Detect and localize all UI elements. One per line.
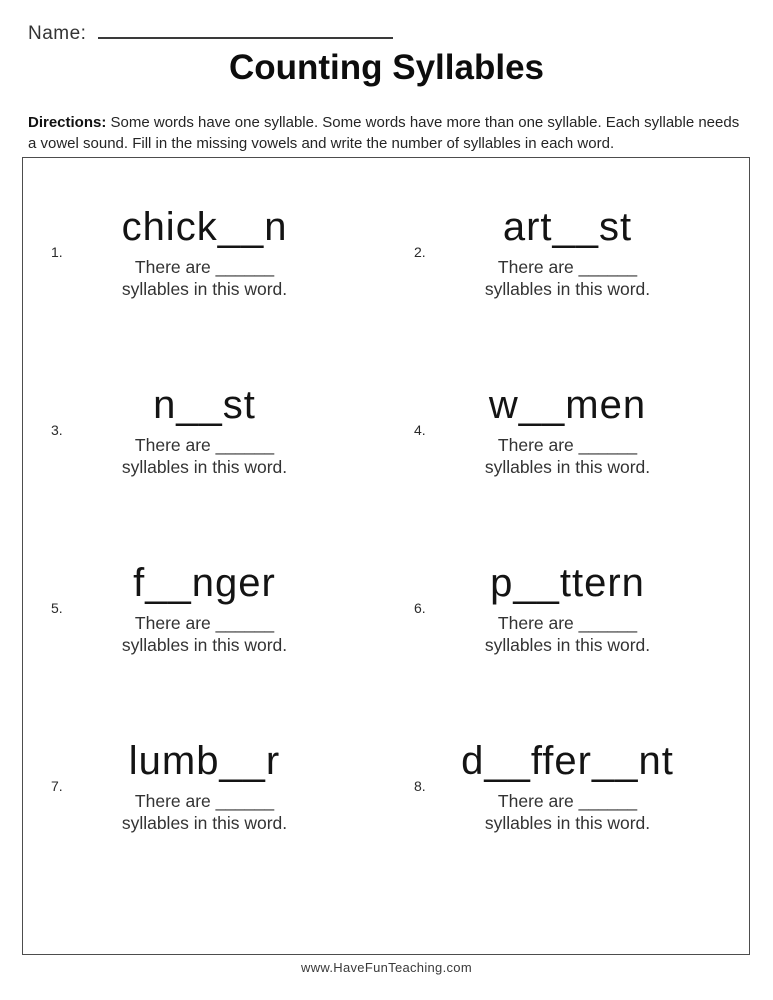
problem-word: f__nger [133,561,276,605]
page-title: Counting Syllables [228,48,545,87]
problem-number: 6. [414,600,426,616]
problem-number: 7. [51,778,63,794]
problem-number: 1. [51,244,63,260]
problem-number: 3. [51,422,63,438]
prompt-line-2: syllables in this word. [121,279,288,299]
name-row [28,20,393,45]
prompt-line-2: syllables in this word. [484,279,651,299]
prompt-line-1: There are ______ [134,257,275,277]
prompt-line-2: syllables in this word. [484,813,651,833]
directions-label: Directions: [28,114,107,131]
problem-item-8 [386,712,749,890]
problem-item-3 [23,356,386,534]
problem-word: n__st [153,383,256,427]
prompt-line-1: There are ______ [134,791,275,811]
problem-item-5 [23,534,386,712]
problems-box [22,157,750,955]
prompt-line-2: syllables in this word. [484,635,651,655]
directions-text: Some words have one syllable. Some words have more than one syllable. Each syllable needs a vowel sound. Fill in the missing vowels and write the number of syllables in each word. [28,114,740,152]
problem-word: chick__n [121,205,288,249]
problem-word: lumb__r [128,739,281,783]
problem-word: d__ffer__nt [461,739,674,783]
name-label: Name: [28,23,87,44]
prompt-line-1: There are ______ [497,613,638,633]
prompt-line-1: There are ______ [497,257,638,277]
prompt-line-2: syllables in this word. [484,457,651,477]
prompt-line-1: There are ______ [497,791,638,811]
problem-word: w__men [488,383,647,427]
problem-item-6 [386,534,749,712]
problem-item-7 [23,712,386,890]
directions [28,112,746,154]
problem-word: p__ttern [490,561,645,605]
problem-number: 2. [414,244,426,260]
problem-word: art__st [502,205,633,249]
problem-item-2 [386,178,749,356]
prompt-line-1: There are ______ [497,435,638,455]
prompt-line-2: syllables in this word. [121,813,288,833]
prompt-line-2: syllables in this word. [121,635,288,655]
problem-number: 8. [414,778,426,794]
prompt-line-1: There are ______ [134,613,275,633]
name-blank-line [98,20,393,39]
footer [0,960,773,975]
problem-item-1 [23,178,386,356]
prompt-line-2: syllables in this word. [121,457,288,477]
footer-url: www.HaveFunTeaching.com [301,960,472,975]
problem-number: 4. [414,422,426,438]
problem-item-4 [386,356,749,534]
problem-number: 5. [51,600,63,616]
prompt-line-1: There are ______ [134,435,275,455]
